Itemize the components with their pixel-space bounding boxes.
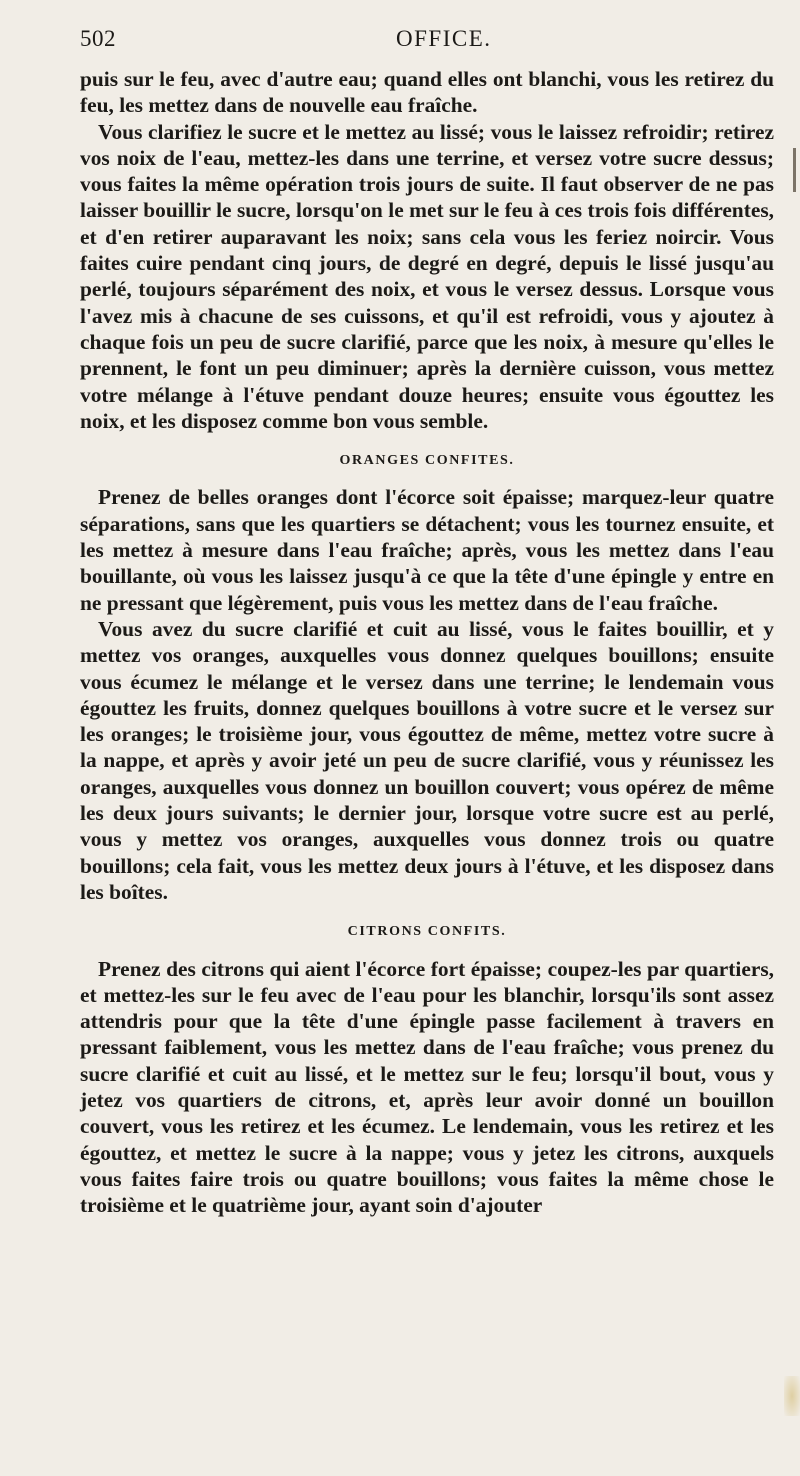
oranges-paragraph-1: Prenez de belles oranges dont l'écorce soit épaisse; marquez-leur quatre séparations, sans que les quartiers se détachent; vous les tournez ensuite, et les mettez à mesure dans l'eau fraîche; après, vous les mettez dans l'eau bouillante, où vous les laissez jusqu'à ce que la tête d'une épingle y entre en ne pressant que légèrement, puis vous les mettez dans de l'eau fraîche. [80, 485, 774, 615]
intro-paragraph-1: puis sur le feu, avec d'autre eau; quand elles ont blanchi, vous les retirez du feu, les mettez dans de nouvelle eau fraîche. [80, 67, 774, 118]
citrons-paragraph-1: Prenez des citrons qui aient l'écorce fort épaisse; coupez-les par quartiers, et mettez-les sur le feu avec de l'eau pour les blanchir, lorsqu'ils sont assez attendris pour que la tête d'une épingle passe facilement à travers en pressant faiblement, vous les mettez dans de l'eau fraîche; vous prenez du sucre clarifié et cuit au lissé, et le mettez sur le feu; lorsqu'il bout, vous y jetez vos quartiers de citrons, et, après leur avoir donné un bouillon couvert, vous les retirez et les écumez. Le lendemain, vous les retirez et les égouttez, et mettez le sucre à la nappe; vous y jetez les citrons, auxquels vous faites faire trois ou quatre bouillons; vous faites la même chose le troisième et le quatrième jour, ayant soin d'ajouter [80, 956, 774, 1218]
page-number: 502 [80, 26, 116, 51]
section-title-citrons: CITRONS CONFITS. [347, 924, 507, 940]
paper-stain [784, 1376, 800, 1416]
intro-paragraph-2: Vous clarifiez le sucre et le mettez au lissé; vous le laissez refroidir; retirez vos noix de l'eau, mettez-les dans une terrine, et versez votre sucre dessus; vous faites la même opération trois jours de suite. Il faut observer de ne pas laisser bouillir le sucre, lorsqu'on le met sur le feu à ces trois fois différentes, et d'en retirer auparavant les noix; sans cela vous les feriez noircir. Vous faites cuire pendant cinq jours, de degré en degré, depuis le lissé jusqu'au perlé, toujours séparément des noix, et vous le versez dessus. Lorsque vous l'avez mis à chacune de ses cuissons, et qu'il est refroidi, vous y ajoutez à chaque fois un peu de sucre clarifié, parce que les noix, à mesure qu'elles le prennent, le font un peu diminuer; après la dernière cuisson, vous mettez votre mélange à l'étuve pendant douze heures; ensuite vous égouttez les noix, et les disposez comme bon vous semble. [80, 119, 774, 433]
page-header [80, 18, 774, 66]
oranges-paragraph-2: Vous avez du sucre clarifié et cuit au lissé, vous le faites bouillir, et y mettez vos oranges, auxquelles vous donnez quelques bouillons; ensuite vous écumez le mélange et le versez dans une terrine; le lendemain vous égouttez les fruits, donnez quelques bouillons à votre sucre et le versez sur les oranges; le troisième jour, vous égouttez de même, mettez votre sucre à la nappe, et après y avoir jeté un peu de sucre clarifié, vous y réunissez les oranges, auxquelles vous donnez un bouillon couvert; vous opérez de même les deux jours suivants; le dernier jour, lorsque votre sucre est au perlé, vous y mettez vos oranges, auxquelles vous donnez trois ou quatre bouillons; cela fait, vous les mettez deux jours à l'étuve, et les disposez dans les boîtes. [80, 616, 774, 904]
body-text [80, 66, 774, 1218]
section-title-oranges: ORANGES CONFITES. [339, 453, 515, 469]
page-edge-mark [793, 148, 796, 192]
running-head: OFFICE. [396, 26, 492, 51]
